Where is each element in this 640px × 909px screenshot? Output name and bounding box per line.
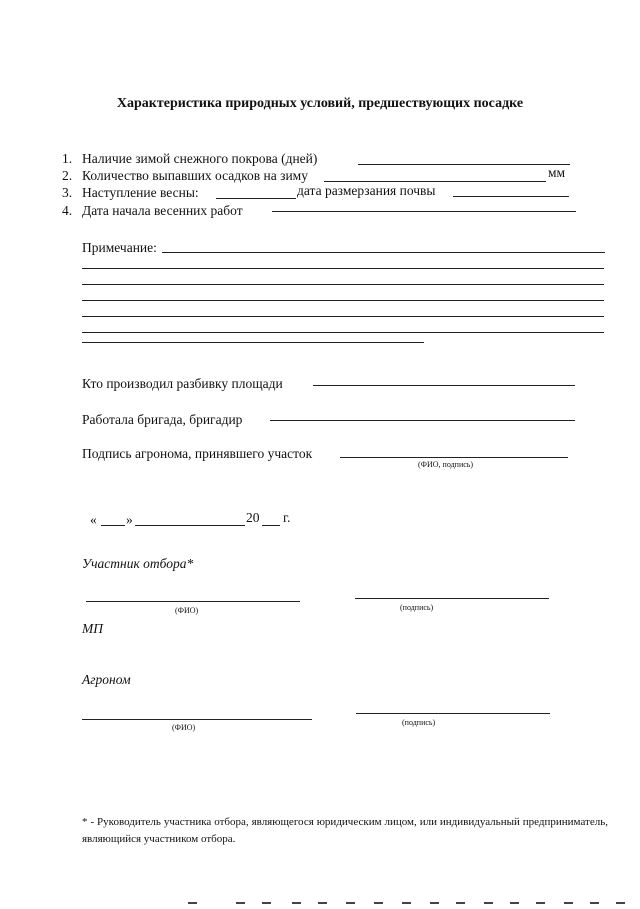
scan-artifact — [536, 902, 545, 904]
item-2-number: 2. — [62, 168, 73, 183]
note-line-5[interactable] — [82, 316, 604, 317]
scan-artifact — [430, 902, 439, 904]
date-close-quote: » — [126, 512, 133, 527]
item-3-line-1[interactable] — [216, 198, 296, 199]
brigade-line[interactable] — [270, 420, 575, 421]
item-1-line[interactable] — [358, 164, 570, 165]
date-year-suffix: г. — [283, 510, 291, 525]
item-2-label: Количество выпавших осадков на зиму — [82, 168, 308, 183]
scan-artifact — [484, 902, 493, 904]
scan-artifact — [402, 902, 411, 904]
date-year-prefix: 20 — [246, 510, 260, 525]
participant-fio-hint: (ФИО) — [175, 606, 199, 615]
item-4-line[interactable] — [272, 211, 576, 212]
agronomist-fio-hint: (ФИО) — [172, 723, 196, 732]
note-line-7[interactable] — [82, 342, 424, 343]
scan-artifact — [318, 902, 327, 904]
scan-artifact — [374, 902, 383, 904]
scan-artifact — [292, 902, 301, 904]
agronomist-signature-hint: (подпись) — [402, 718, 436, 727]
form-title: Характеристика природных условий, предшествующих посадке — [116, 96, 524, 111]
item-3-label: Наступление весны: — [82, 185, 199, 200]
item-4-number: 4. — [62, 203, 73, 218]
scan-artifact — [188, 902, 197, 904]
brigade-label: Работала бригада, бригадир — [82, 412, 243, 427]
participant-fio-line[interactable] — [86, 601, 300, 602]
agronomist-signature-line[interactable] — [340, 457, 568, 458]
note-line-1[interactable] — [162, 252, 605, 253]
note-line-6[interactable] — [82, 332, 604, 333]
scan-artifact — [236, 902, 245, 904]
layout-by-label: Кто производил разбивку площади — [82, 376, 283, 391]
footnote: * - Руководитель участника отбора, являющегося юридическим лицом, или индивидуальный предприниматель, являющийся участником отбора. — [82, 816, 608, 845]
date-open-quote: « — [90, 512, 97, 527]
note-label: Примечание: — [82, 240, 157, 255]
participant-signature-line[interactable] — [355, 598, 549, 599]
item-4-label: Дата начала весенних работ — [82, 203, 243, 218]
scan-artifact — [510, 902, 519, 904]
item-2-unit: мм — [548, 165, 566, 180]
scan-artifact — [262, 902, 271, 904]
note-line-3[interactable] — [82, 284, 604, 285]
scan-artifact — [616, 902, 625, 904]
stamp-label: МП — [82, 621, 103, 636]
fio-signature-hint: (ФИО, подпись) — [418, 460, 474, 469]
date-year-line[interactable] — [262, 525, 280, 526]
agronomist-fio-line[interactable] — [82, 719, 312, 720]
note-line-2[interactable] — [82, 268, 604, 269]
participant-label: Участник отбора* — [82, 556, 194, 571]
agronomist-signature-line[interactable] — [356, 713, 550, 714]
date-month-line[interactable] — [135, 525, 245, 526]
item-1-number: 1. — [62, 151, 73, 166]
layout-by-line[interactable] — [313, 385, 575, 386]
item-3-line-2[interactable] — [453, 196, 569, 197]
agronomist-signature-label: Подпись агронома, принявшего участок — [82, 446, 313, 461]
agronomist-label: Агроном — [82, 672, 131, 687]
note-line-4[interactable] — [82, 300, 604, 301]
scan-artifact — [346, 902, 355, 904]
item-3-extra: дата размерзания почвы — [297, 183, 436, 198]
scan-artifact — [564, 902, 573, 904]
scan-artifact — [456, 902, 465, 904]
participant-signature-hint: (подпись) — [400, 603, 434, 612]
item-2-line[interactable] — [324, 181, 546, 182]
item-1-label: Наличие зимой снежного покрова (дней) — [82, 151, 318, 166]
scan-artifact — [590, 902, 599, 904]
date-day-line[interactable] — [101, 525, 125, 526]
item-3-number: 3. — [62, 185, 73, 200]
